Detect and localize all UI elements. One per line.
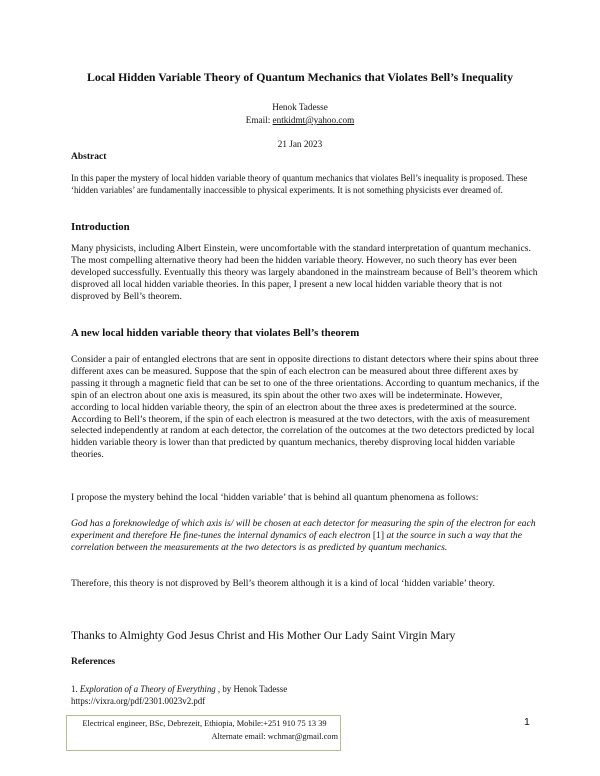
page-number: 1	[524, 716, 530, 728]
abstract-text: In this paper the mystery of local hidden variable theory of quantum mechanics that violates Bell’s inequality is proposed. These ‘hidden variables’ are fundamentally inaccessible to physical experiments. It is not something physicists ever dreamed of.	[71, 173, 528, 195]
footer-alt-email: Alternate email: wchmar@gmail.com	[211, 732, 338, 741]
introduction-text: Many physicists, including Albert Einstein, were uncomfortable with the standard interpretation of quantum mechanics. The most compelling alternative theory had been the hidden variable theory. However, no such theory has ever been developed successfully. Eventually this theory was largely abandoned in the mainstream because of Bell’s theorem which disproved all local hidden variable theories. In this paper, I present a new local hidden variable theory that is not disproved by Bell’s theorem.	[71, 243, 538, 302]
reference-number: 1.	[71, 684, 80, 694]
email-label: Email:	[245, 115, 273, 125]
paper-date: 21 Jan 2023	[277, 139, 323, 149]
reference-title: Exploration of a Theory of Everything	[79, 684, 216, 694]
section-paragraph-2: I propose the mystery behind the local ‘hidden variable’ that is behind all quantum phenomena as follows:	[71, 492, 479, 503]
author-email	[0, 115, 600, 125]
paper-title: Local Hidden Variable Theory of Quantum Mechanics that Violates Bell’s Inequality	[86, 70, 514, 84]
section-paragraph-1: Consider a pair of entangled electrons that are sent in opposite directions to distant detectors where their spins about three different axes can be measured. Suppose that the spin of each electron can be measured about three different axes by passing it through a magnetic field that can be set to one of the three orientations. According to quantum mechanics, if the spin of an electron about one axis is measured, its spin about the other two axes will be indeterminate. However, according to local hidden variable theory, the spin of an electron about the three axes is predetermined at the source. According to Bell’s theorem, if the spin of each electron is measured at the two detectors, with the axis of measurement selected independently at random at each detector, the correlation of the outcomes at the two detectors predicted by local hidden variable theory is lower than that predicted by quantum mechanics, thereby disproving local hidden variable theories.	[71, 354, 540, 461]
abstract-heading: Abstract	[71, 152, 107, 162]
footer-contact: Electrical engineer, BSc, Debrezeit, Ethiopia, Mobile:+251 910 75 13 39	[82, 719, 327, 728]
reference-author: , by Henok Tadesse	[215, 684, 288, 694]
section-heading: A new local hidden variable theory that violates Bell’s theorem	[71, 327, 360, 339]
hypothesis-text-a: God has a foreknowledge of which axis is/ will be chosen at each detector for measuring the spin of the electron for each experiment and therefore He fine-tunes the internal dynamics of each electron	[71, 518, 536, 541]
acknowledgement: Thanks to Almighty God Jesus Christ and His Mother Our Lady Saint Virgin Mary	[71, 629, 456, 642]
section-paragraph-3	[71, 518, 541, 554]
hypothesis-text-b: at the source in such a way that the correlation between the measurements at the two detectors is as predicted by quantum mechanics.	[71, 529, 522, 553]
reference-1	[71, 684, 287, 694]
introduction-heading: Introduction	[71, 221, 130, 233]
section-paragraph-4: Therefore, this theory is not disproved by Bell’s theorem although it is a kind of local ‘hidden variable’ theory.	[71, 578, 495, 589]
citation-1[interactable]: [1]	[372, 529, 385, 541]
author-name: Henok Tadesse	[272, 102, 328, 112]
reference-url[interactable]: https://vixra.org/pdf/2301.0023v2.pdf	[71, 696, 206, 706]
email-link[interactable]: entkidmt@yahoo.com	[272, 115, 355, 125]
footer-box	[66, 715, 341, 751]
references-heading: References	[71, 657, 116, 667]
